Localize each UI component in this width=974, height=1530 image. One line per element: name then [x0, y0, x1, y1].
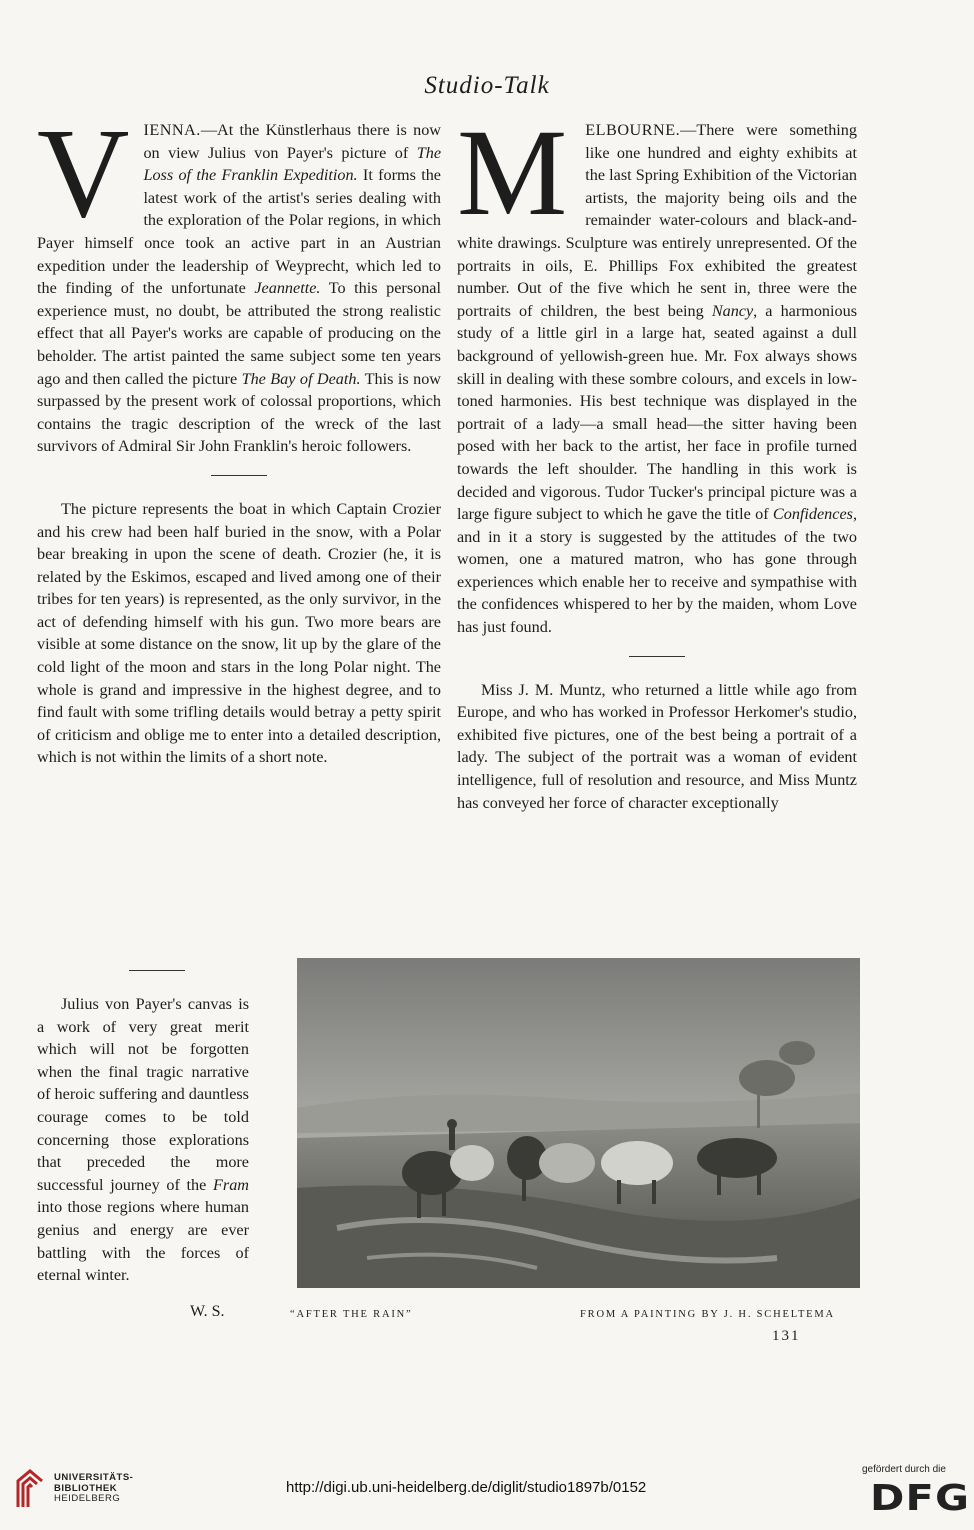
figure-caption-title: “AFTER THE RAIN”: [290, 1309, 413, 1320]
artwork-title: The Bay of Death.: [241, 369, 361, 388]
closing-text: Julius von Payer's canvas is a work of very great merit which will not be forgotten when the final tragic narrative of heroic suffering and dauntless courage comes to be told concerning those explorations that preceded the more successful journey of the: [37, 995, 249, 1194]
left-column: [37, 102, 441, 769]
page-number: 131: [772, 1328, 801, 1344]
library-line: BIBLIOTHEK: [54, 1482, 118, 1494]
funding-label: gefördert durch die: [862, 1464, 946, 1475]
melbourne-paragraph: [457, 104, 857, 639]
library-name[interactable]: [54, 1473, 133, 1505]
ship-title: Jeannette.: [254, 279, 321, 298]
painting-illustration: [297, 958, 860, 1288]
ship-title: Fram: [213, 1175, 249, 1194]
library-line: UNIVERSITÄTS-: [54, 1472, 134, 1483]
vienna-text: To this personal experience must, no doubt, be attributed the strong realistic effect that all Payer's works are capable of producing on the beholder. The artist painted the same subject some ten years ago and then called the picture: [37, 279, 441, 388]
melbourne-text: —There were something like one hundred and eighty exhibits at the last Spring Exhibition of the Victorian artists, the majority being oils and the remainder water-colours and black-and-white drawings. Sculpture was entirely unrepresented. Of the portraits in oils, E. Phillips Fox exhibited the greatest number. Out of the five which he sent in, three were the portraits of children, the best being: [457, 121, 857, 320]
melbourne-text: , a harmonious study of a little girl in a large hat, seated against a dull background of yellowish-green hue. Mr. Fox always shows skill in dealing with these sombre colours, and excels in low-toned harmonies. His best technique was displayed in the portrait of a lady—a small head—the sitter having been posed with her back to the artist, her face in profile turned towards the left shoulder. The handling in this work is decided and vigorous. Tudor Tucker's principal picture was a large figure subject to which he gave the title of: [457, 301, 857, 524]
muntz-paragraph: Miss J. M. Muntz, who returned a little while ago from Europe, and who has worked in Professor Herkomer's studio, exhibited five pictures, one of the best being a portrait of a lady. The subject of the portrait was a woman of evident intelligence, full of resolution and resource, and Miss Muntz has conveyed her force of character exceptionally: [457, 680, 857, 812]
library-line: HEIDELBERG: [54, 1493, 121, 1504]
signature: W. S.: [190, 1303, 225, 1320]
vienna-text: It forms the latest work of the artist's series dealing with the exploration of the Polar regions, in which Payer himself once took an active part in an Austrian expedition under the leadership of Weyprecht, which led to the finding of the unfortunate: [37, 166, 441, 298]
dfg-logo[interactable]: DFG: [870, 1478, 971, 1519]
cattle-landscape-image: [297, 958, 860, 1288]
melbourne-lead: ELBOURNE.: [585, 121, 681, 139]
vienna-paragraph: [37, 102, 441, 458]
closing-paragraph: [37, 993, 249, 1287]
section-divider: [629, 656, 685, 657]
dropcap-v: V: [37, 102, 130, 244]
running-title: Studio-Talk: [424, 72, 550, 99]
picture-paragraph: The picture represents the boat in which Captain Crozier and his crew had been half buried in the snow, with a Polar bear breaking in upon the scene of death. Crozier (he, it is related by the Eskimos, escaped and lived among one of their tribes for ten years) is represented, as the only survivor, in the act of defending himself with his gun. Two more bears are visible at some distance on the snow, lit up by the glare of the cold light of the moon and stars in the long Polar night. The whole is grand and impressive in the highest degree, and to find fault with some trifling details would betray a petty spirit of criticism and oblige me to enter into a detailed description, which is not within the limits of a short note.: [37, 499, 441, 767]
library-logo-icon[interactable]: [12, 1467, 48, 1511]
section-divider: [211, 475, 267, 476]
closing-text: into those regions where human genius and energy are ever battling with the forces of eternal winter.: [37, 1198, 249, 1285]
vienna-text: —At the Künstlerhaus there is now on view Julius von Payer's picture of: [143, 121, 441, 162]
vienna-text: This is now surpassed by the present work of colossal proportions, which contains the tragic description of the wreck of the last survivors of Admiral Sir John Franklin's heroic followers.: [37, 369, 441, 456]
vienna-lead: IENNA.: [143, 121, 201, 139]
permalink-url[interactable]: http://digi.ub.uni-heidelberg.de/diglit/studio1897b/0152: [286, 1479, 647, 1496]
artwork-title: Nancy: [711, 301, 754, 320]
right-column: [457, 104, 857, 814]
figure-caption-credit: FROM A PAINTING BY J. H. SCHELTEMA: [580, 1309, 835, 1320]
melbourne-text: , and in it a story is suggested by the attitudes of the two women, one a matured matron, who has gone through experiences which enable her to receive and sympathise with the confidences whispered to her by the maiden, whom Love has just found.: [457, 505, 857, 637]
section-divider: [129, 970, 185, 971]
dropcap-m: M: [457, 104, 568, 241]
artwork-title: Confidences: [772, 505, 853, 524]
artwork-title: The Loss of the Franklin Expedition.: [143, 143, 441, 185]
